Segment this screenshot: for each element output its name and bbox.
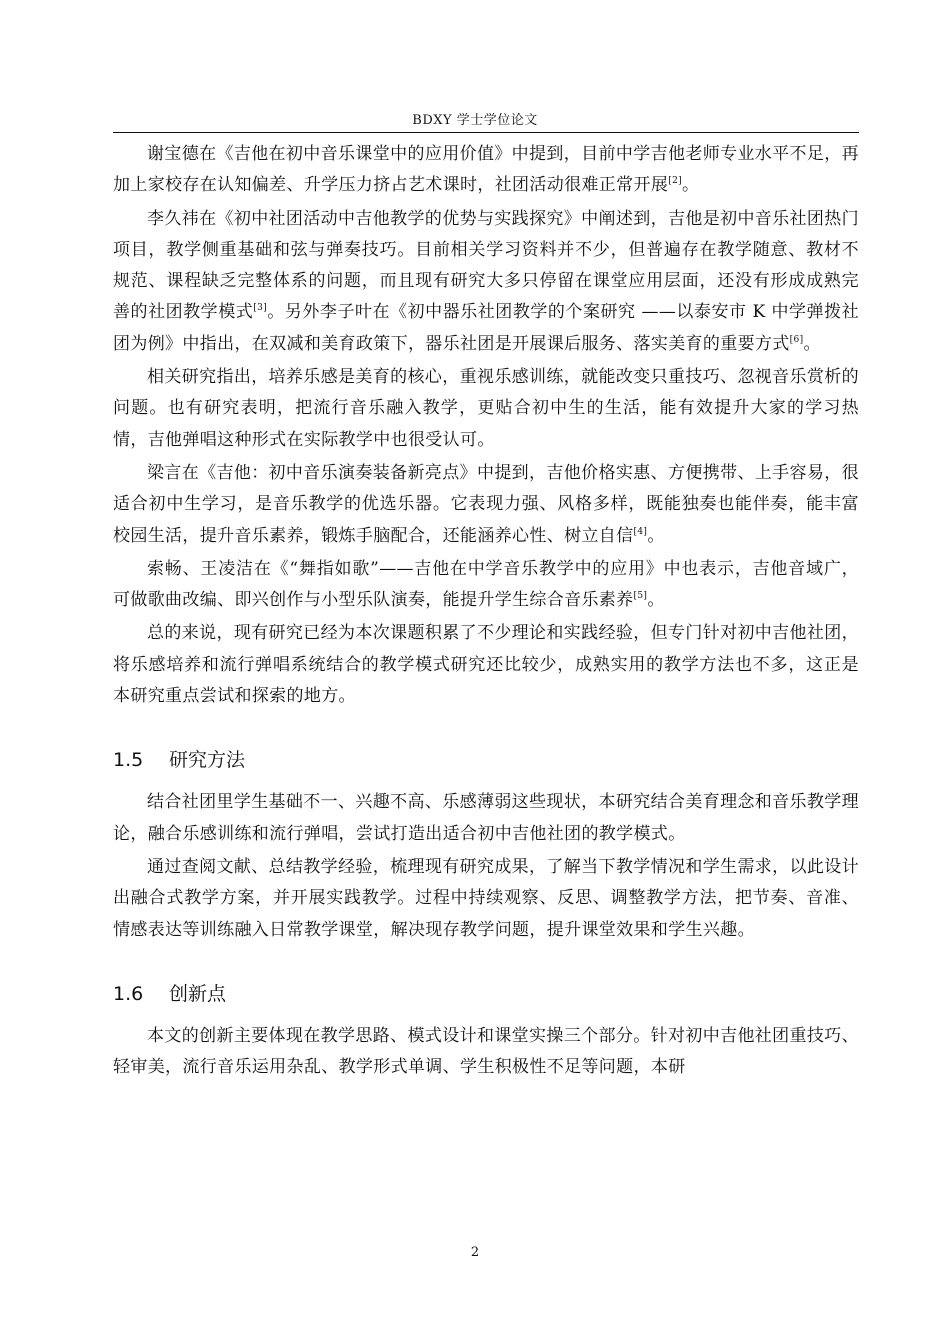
citation-reference: [4]	[633, 526, 648, 537]
running-header-title: BDXY 学士学位论文	[412, 113, 538, 128]
paragraph-text: 总的来说，现有研究已经为本次课题积累了不少理论和实践经验，但专门针对初中吉他社团，将乐感培养和流行弹唱系统结合的教学模式研究还比较少，成熟实用的教学方法也不多，这正是本研究重点尝试和探索的地方。	[113, 623, 859, 707]
page-number: 2	[470, 1245, 480, 1260]
citation-reference: [5]	[633, 591, 648, 602]
paragraph-text: 。另外李子叶在《初中器乐社团教学的个案研究 ——以泰安市 K 中学弹拨社团为例》中指出，在双减和美育政策下，器乐社团是开展课后服务、落实美育的重要方式	[113, 302, 859, 354]
paragraph-text: 梁言在《吉他：初中音乐演奏装备新亮点》中提到，吉他价格实惠、方便携带、上手容易，很适合初中生学习，是音乐教学的优选乐器。它表现力强、风格多样，既能独奏也能伴奏，能丰富校园生活，提升音乐素养，锻炼手脑配合，还能涵养心性、树立自信	[113, 462, 859, 546]
paragraph-text: 相关研究指出，培养乐感是美育的核心，重视乐感训练，就能改变只重技巧、忽视音乐赏析的问题。也有研究表明，把流行音乐融入教学，更贴合初中生的生活，能有效提升大家的学习热情，吉他弹唱这种形式在实际教学中也很受认可。	[113, 367, 859, 450]
body-paragraph	[113, 458, 859, 552]
body-paragraph: 本文的创新主要体现在教学思路、模式设计和课堂实操三个部分。针对初中吉他社团重技巧、轻审美，流行音乐运用杂乱、教学形式单调、学生积极性不足等问题，本研	[113, 1025, 859, 1078]
body-paragraph	[113, 362, 859, 456]
body-paragraph	[113, 139, 859, 202]
body-paragraph: 通过查阅文献、总结教学经验，梳理现有研究成果，了解当下教学情况和学生需求，以此设计出融合式教学方案，并开展实践教学。过程中持续观察、反思、调整教学方法，把节奏、音准、情感表达等训练融入日常教学课堂，解决现存教学问题，提升课堂效果和学生兴趣。	[113, 856, 859, 940]
paragraph-text: 谢宝德在《吉他在初中音乐课堂中的应用价值》中提到，目前中学吉他老师专业水平不足，再加上家校存在认知偏差、升学压力挤占艺术课时，社团活动很难正常开展	[113, 144, 859, 196]
page-body	[113, 139, 859, 1083]
body-paragraph	[113, 204, 859, 360]
citation-reference: [3]	[253, 303, 268, 314]
section-title: 创新点	[169, 982, 227, 1005]
body-paragraph	[113, 554, 859, 617]
paragraph-text: 李久祎在《初中社团活动中吉他教学的优势与实践探究》中阐述到，吉他是初中音乐社团热门项目，教学侧重基础和弦与弹奏技巧。目前相关学习资料并不少，但普遍存在教学随意、教材不规范、课程缺乏完整体系的问题，而且现有研究大多只停留在课堂应用层面，还没有形成成熟完善的社团教学模式	[113, 208, 859, 323]
paragraph-text: 索畅、王凌洁在《“舞指如歌”——吉他在中学音乐教学中的应用》中也表示，吉他音域广，可做歌曲改编、即兴创作与小型乐队演奏，能提升学生综合音乐素养	[113, 558, 859, 611]
section-heading-innovation	[113, 980, 859, 1008]
section-title: 研究方法	[169, 749, 246, 772]
citation-reference: [6]	[789, 334, 804, 345]
paragraph-text: 。	[647, 525, 665, 546]
section-number: 1.6	[113, 982, 144, 1005]
citation-reference: [2]	[668, 176, 683, 187]
body-paragraph	[113, 618, 859, 712]
literature-review-paragraphs	[113, 139, 859, 712]
header-rule	[113, 132, 859, 133]
paragraph-text: 。	[803, 333, 821, 354]
body-paragraph: 结合社团里学生基础不一、兴趣不高、乐感薄弱这些现状，本研究结合美育理念和音乐教学理论，融合乐感训练和流行弹唱，尝试打造出适合初中吉他社团的教学模式。	[113, 792, 859, 844]
section-heading-research-methods	[113, 746, 859, 774]
section-number: 1.5	[113, 749, 144, 772]
paragraph-text: 。	[682, 175, 700, 196]
paragraph-text: 。	[647, 590, 665, 611]
